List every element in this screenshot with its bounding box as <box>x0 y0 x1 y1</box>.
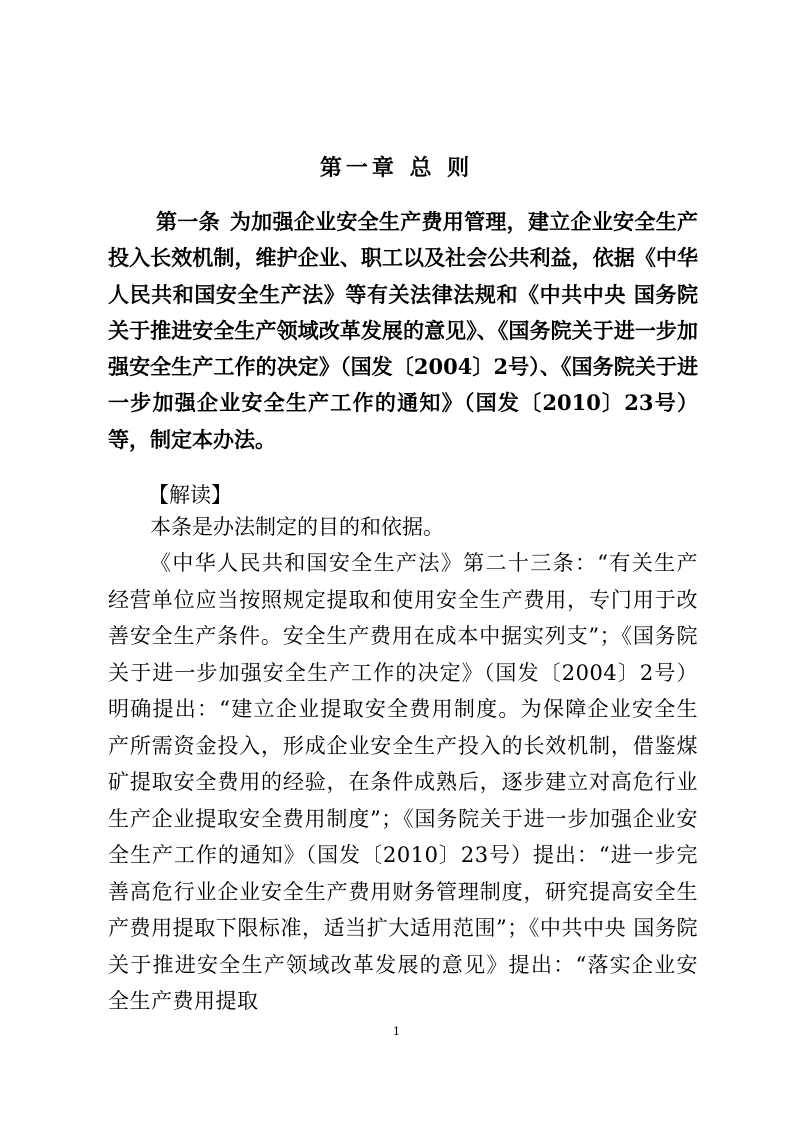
page-number: 1 <box>393 1025 400 1038</box>
chapter-title: 第一章 总 则 <box>319 155 474 181</box>
interpretation-paragraph: 本条是办法制定的目的和依据。 <box>150 515 444 539</box>
interpretation-heading: 【解读】 <box>148 483 232 507</box>
article-paragraph <box>108 204 698 458</box>
article-number: 第一条 <box>156 209 220 234</box>
interpretation-paragraph: 《中华人民共和国安全生产法》第二十三条：“有关生产经营单位应当按照规定提取和使用安全生产费用，专门用于改善安全生产条件。安全生产费用在成本中据实列支”；《国务院关于进一步加强安全生产工作的决定》（国发〔2004〕2号）明确提出：“建立企业提取安全费用制度。为保障企业安全生产所需资金投入，形成企业安全生产投入的长效机制，借鉴煤矿提取安全费用的经验，在条件成熟后，逐步建立对高危行业生产企业提取安全费用制度”；《国务院关于进一步加强企业安全生产工作的通知》（国发〔2010〕23号）提出：“进一步完善高危行业企业安全生产费用财务管理制度，研究提高安全生产费用提取下限标准，适当扩大适用范围”；《中共中央 国务院关于推进安全生产领域改革发展的意见》提出：“落实企业安全生产费用提取 <box>108 551 698 1013</box>
article-text: 为加强企业安全生产费用管理，建立企业安全生产投入长效机制，维护企业、职工以及社会公共利益，依据《中华人民共和国安全生产法》等有关法律法规和《中共中央 国务院关于推进安全生产领域改革发展的意见》、《国务院关于进一步加强安全生产工作的决定》（国发〔2004〕2号）、《国务院关于进一步加强企业安全生产工作的通知》（国发〔2010〕23号）等，制定本办法。 <box>108 209 698 452</box>
